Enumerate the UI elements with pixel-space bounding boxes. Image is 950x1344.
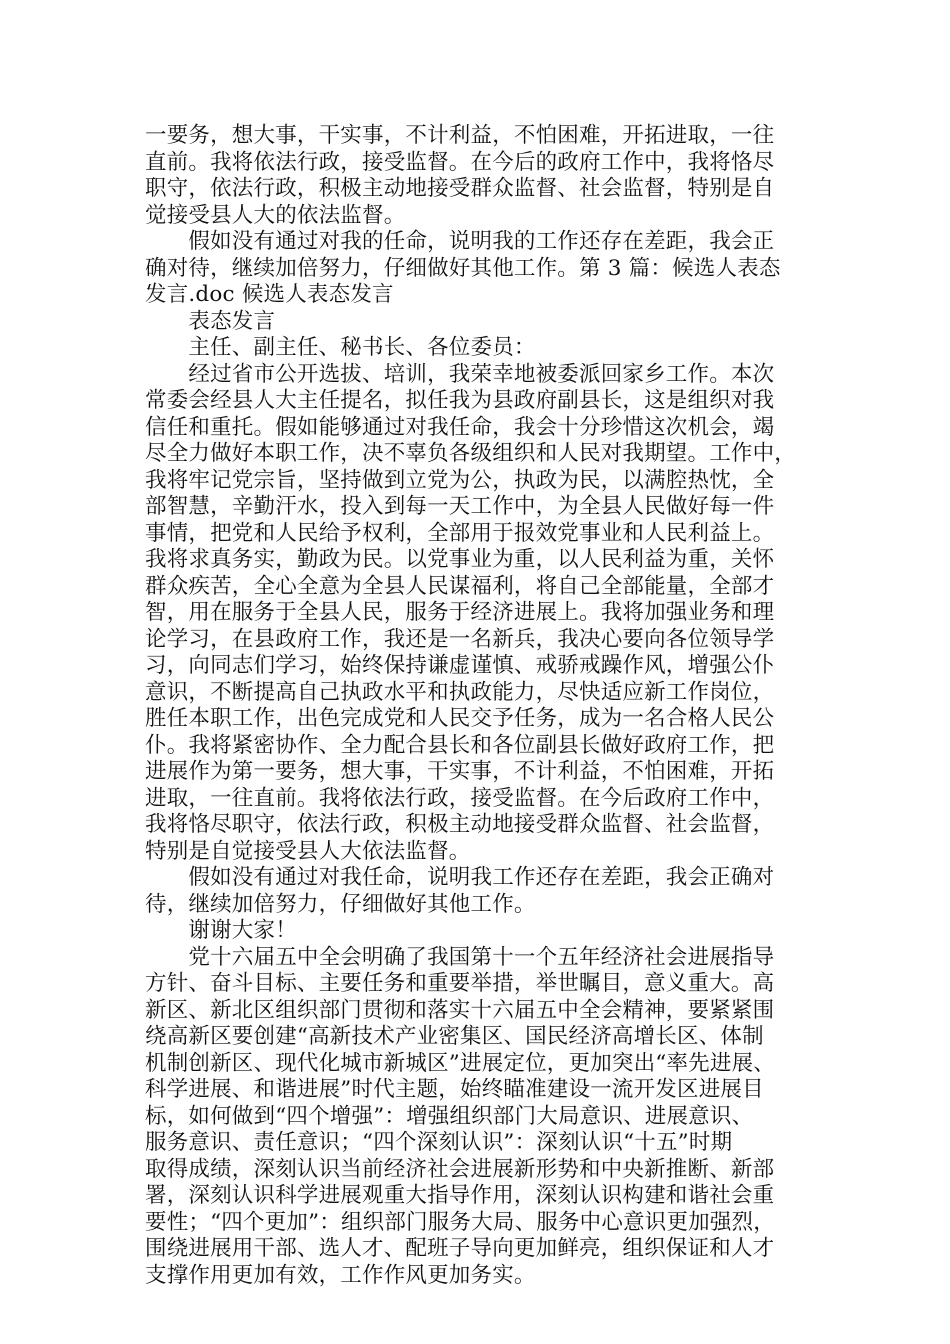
text-line: 待，继续加倍努力，仔细做好其他工作。	[145, 891, 536, 917]
text-line: 假如没有通过对我的任命，说明我的工作还存在差距，我会正	[145, 229, 775, 254]
text-line: 标，如何做到“四个增强”：增强组织部门大局意识、进展意识、	[145, 1103, 754, 1129]
text-line: 绕高新区要创建“高新技术产业密集区、国民经济高增长区、体制	[145, 1024, 764, 1049]
text-line: 经过省市公开选拔、培训，我荣幸地被委派回家乡工作。本次	[145, 361, 775, 387]
document-body	[145, 123, 825, 1289]
text-line: 要性；“四个更加”：组织部门服务大局、服务中心意识更加强烈，	[145, 1209, 775, 1235]
text-line: 我将牢记党宗旨，坚持做到立党为公，执政为民，以满腔热忱，全	[145, 467, 775, 493]
text-line: 胜任本职工作，出色完成党和人民交予任务，成为一名合格人民公	[145, 706, 775, 731]
text-line: 信任和重托。假如能够通过对我任命，我会十分珍惜这次机会，竭	[145, 414, 775, 440]
text-line: 常委会经县人大主任提名，拟任我为县政府副县长，这是组织对我	[145, 388, 775, 413]
text-line: 新区、新北区组织部门贯彻和落实十六届五中全会精神，要紧紧围	[145, 997, 775, 1023]
text-line: 发言.doc 候选人表态发言	[145, 282, 394, 307]
text-line: 进展作为第一要务，想大事，干实事，不计利益，不怕困难，开拓	[145, 759, 775, 784]
text-line: 科学进展、和谐进展”时代主题，始终瞄准建设一流开发区进展目	[145, 1077, 764, 1102]
text-line: 觉接受县人大的依法监督。	[145, 202, 406, 228]
text-line: 仆。我将紧密协作、全力配合县长和各位副县长做好政府工作，把	[145, 732, 775, 758]
text-line: 事情，把党和人民给予权利，全部用于报效党事业和人民利益上。	[145, 520, 775, 546]
text-line: 谢谢大家！	[145, 918, 297, 943]
text-line: 服务意识、责任意识；“四个深刻认识”：深刻认识“十五”时期	[145, 1130, 733, 1155]
text-line: 主任、副主任、秘书长、各位委员：	[145, 335, 536, 360]
text-line: 确对待，继续加倍努力，仔细做好其他工作。第 3 篇：候选人表态	[145, 255, 781, 281]
text-line: 我将求真务实，勤政为民。以党事业为重，以人民利益为重，关怀	[145, 547, 775, 572]
text-line: 党十六届五中全会明确了我国第十一个五年经济社会进展指导	[145, 944, 775, 970]
text-line: 表态发言	[145, 308, 276, 334]
text-line: 特别是自觉接受县人大依法监督。	[145, 838, 471, 864]
text-line: 习，向同志们学习，始终保持谦虚谨慎、戒骄戒躁作风，增强公仆	[145, 653, 775, 678]
text-line: 围绕进展用干部、选人才、配班子导向更加鲜亮，组织保证和人才	[145, 1236, 775, 1261]
text-line: 智，用在服务于全县人民，服务于经济进展上。我将加强业务和理	[145, 600, 775, 625]
text-line: 意识，不断提高自己执政水平和执政能力，尽快适应新工作岗位，	[145, 679, 775, 705]
text-line: 部智慧，辛勤汗水，投入到每一天工作中，为全县人民做好每一件	[145, 494, 775, 519]
text-line: 直前。我将依法行政，接受监督。在今后的政府工作中，我将恪尽	[145, 149, 775, 175]
text-line: 我将恪尽职守，依法行政，积极主动地接受群众监督、社会监督，	[145, 812, 775, 837]
text-line: 方针、奋斗目标、主要任务和重要举措，举世瞩目，意义重大。高	[145, 971, 775, 996]
text-line: 机制创新区、现代化城市新城区”进展定位，更加突出“率先进展、	[145, 1050, 775, 1076]
text-line: 群众疾苦，全心全意为全县人民谋福利，将自己全部能量，全部才	[145, 573, 775, 599]
text-line: 署，深刻认识科学进展观重大指导作用，深刻认识构建和谐社会重	[145, 1183, 775, 1208]
text-line: 取得成绩，深刻认识当前经济社会进展新形势和中央新推断、新部	[145, 1156, 775, 1182]
text-line: 论学习，在县政府工作，我还是一名新兵，我决心要向各位领导学	[145, 626, 775, 652]
text-line: 假如没有通过对我任命，说明我工作还存在差距，我会正确对	[145, 865, 775, 890]
text-line: 职守，依法行政，积极主动地接受群众监督、社会监督，特别是自	[145, 176, 775, 201]
text-line: 支撑作用更加有效，工作作风更加务实。	[145, 1262, 536, 1288]
text-line: 尽全力做好本职工作，决不辜负各级组织和人民对我期望。工作中，	[145, 441, 797, 466]
text-line: 一要务，想大事，干实事，不计利益，不怕困难，开拓进取，一往	[145, 123, 775, 148]
text-line: 进取，一往直前。我将依法行政，接受监督。在今后政府工作中，	[145, 785, 775, 811]
